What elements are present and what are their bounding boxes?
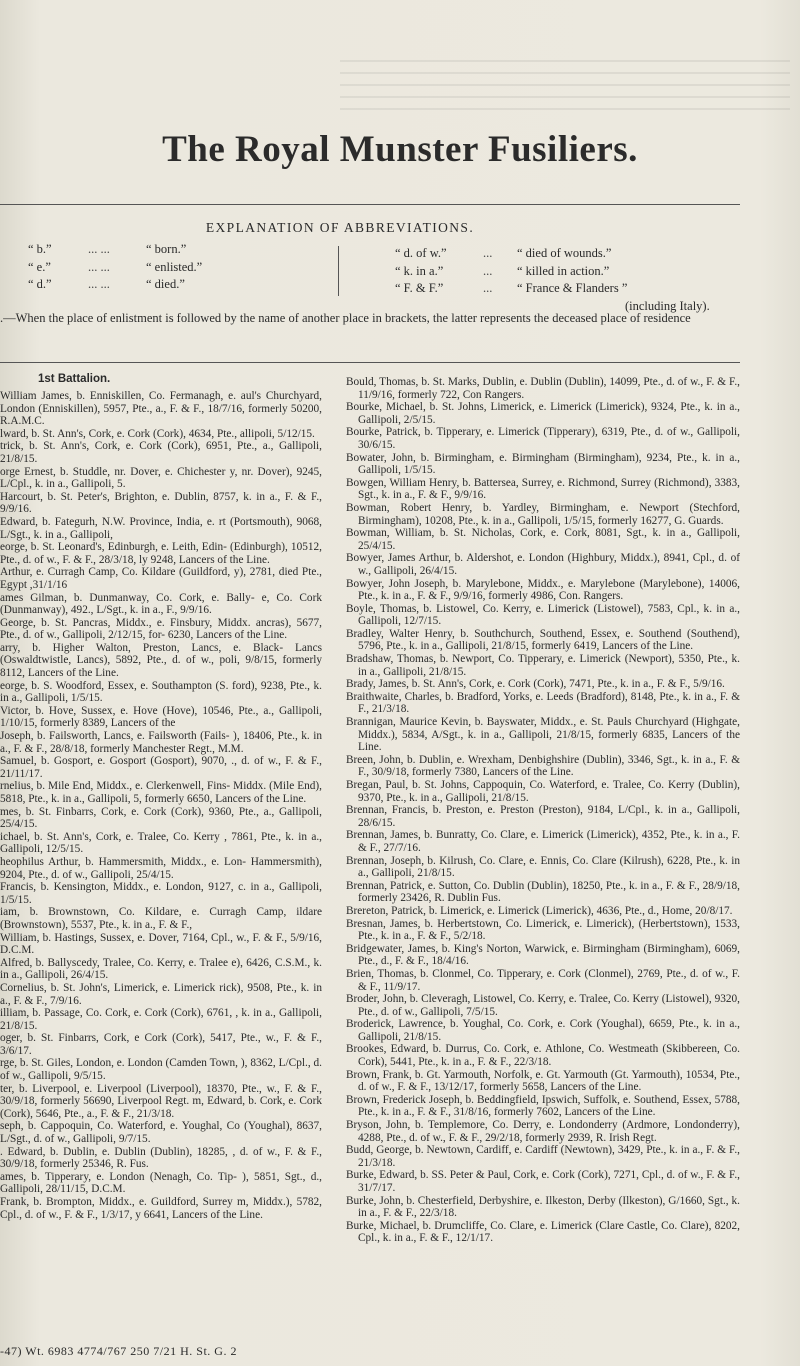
casualty-entry: ames, b. Tipperary, e. London (Nenagh, Co. Tip- ), 5851, Sgt., d., Gallipoli, 28/11/15, D.C.M. <box>0 1170 322 1196</box>
casualty-entry: George, b. St. Pancras, Middx., e. Finsbury, Middx. ancras), 5677, Pte., d. of w., Gallipoli, 2/12/15, for- 6230, Lancers of the Line. <box>0 616 322 642</box>
casualty-entry: ter, b. Liverpool, e. Liverpool (Liverpool), 18370, Pte., w., F. & F., 30/9/18, formerly 56690, Liverpool Regt. m, Edward, b. Cork, e. Cork (Cork), 5646, Pte., a., F. & F., 21/3/18. <box>0 1082 322 1120</box>
casualty-entry: Brien, Thomas, b. Clonmel, Co. Tipperary, e. Cork (Clonmel), 2769, Pte., d. of w., F. & F., 11/9/17. <box>346 967 740 993</box>
casualty-entry: Bregan, Paul, b. St. Johns, Cappoquin, Co. Waterford, e. Tralee, Co. Kerry (Dublin), 9370, Pte., k. in a., Gallipoli, 21/8/15. <box>346 779 740 804</box>
casualty-entry: Bowgen, William Henry, b. Battersea, Surrey, e. Richmond, Surrey (Richmond), 3383, Sgt., k. in a., F. & F., 9/9/16. <box>346 476 740 502</box>
casualty-entry: Brereton, Patrick, b. Limerick, e. Limerick (Limerick), 4636, Pte., d., Home, 20/8/17. <box>346 904 733 917</box>
rule-top <box>0 204 740 205</box>
casualty-entry: Bowman, William, b. St. Nicholas, Cork, e. Cork, 8081, Sgt., k. in a., Gallipoli, 25/4/15. <box>346 527 740 552</box>
casualty-entry: Brown, Frederick Joseph, b. Beddingfield, Ipswich, Suffolk, e. Southend, Essex, 5788, Pte., k. in a., F. & F., 31/8/16, formerly 7602, Lancers of the Line. <box>346 1093 740 1119</box>
casualty-entry: Braithwaite, Charles, b. Bradford, Yorks, e. Leeds (Bradford), 8148, Pte., k. in a., F. & F., 21/3/18. <box>346 690 740 716</box>
abbr-dots: ... <box>483 246 493 260</box>
casualty-entry: Bridgewater, James, b. King's Norton, Warwick, e. Birmingham (Birmingham), 6069, Pte., d., F. & F., 18/4/16. <box>346 942 740 968</box>
casualty-entry: Arthur, e. Curragh Camp, Co. Kildare (Guildford, y), 2781, died Pte., Egypt ,31/1/16 <box>0 566 322 591</box>
casualty-entry: Brennan, Francis, b. Preston, e. Preston (Preston), 9184, L/Cpl., k. in a., Gallipoli, 28/6/15. <box>346 804 740 829</box>
abbreviation-row <box>395 280 755 298</box>
abbreviation-row <box>395 245 755 263</box>
casualty-entry: ichael, b. St. Ann's, Cork, e. Tralee, Co. Kerry , 7861, Pte., k. in a., Gallipoli, 12/5/15. <box>0 830 322 856</box>
abbreviation-row <box>28 241 328 259</box>
casualty-entry: Bowater, John, b. Birmingham, e. Birmingham (Birmingham), 9234, Pte., k. in a., Gallipoli, 1/5/15. <box>346 451 740 477</box>
casualty-entry: Cornelius, b. St. John's, Limerick, e. Limerick rick), 9508, Pte., k. in a., F. & F., 7/9/16. <box>0 981 322 1007</box>
casualty-entry: oger, b. St. Finbarrs, Cork, e Cork (Cork), 5417, Pte., w., F. & F., 3/6/17. <box>0 1032 322 1057</box>
casualty-entry: Bould, Thomas, b. St. Marks, Dublin, e. Dublin (Dublin), 14099, Pte., d. of w., F. & F., 11/9/16, formerly 722, Con Rangers. <box>346 376 740 401</box>
casualty-entry: rge, b. St. Giles, London, e. London (Camden Town, ), 8362, L/Cpl., d. of w., Gallipoli, 9/5/15. <box>0 1057 322 1083</box>
casualty-entry: Samuel, b. Gosport, e. Gosport (Gosport), 9070, ., d. of w., F. & F., 21/11/17. <box>0 755 322 780</box>
casualty-entry: seph, b. Cappoquin, Co. Waterford, e. Youghal, Co (Youghal), 8637, L/Sgt., d. of w., Gallipoli, 9/7/15. <box>0 1120 322 1146</box>
abbr-meaning: “ France & Flanders ” <box>517 281 628 295</box>
casualty-entry: Brennan, Joseph, b. Kilrush, Co. Clare, e. Ennis, Co. Clare (Kilrush), 6228, Pte., k. in a., Gallipoli, 21/8/15. <box>346 854 740 880</box>
casualty-entry: iam, b. Brownstown, Co. Kildare, e. Curragh Camp, ildare (Brownstown), 5537, Pte., k. in a., F. & F., <box>0 906 322 931</box>
abbr-key: “ F. & F.” <box>395 281 444 295</box>
casualty-entry: Brookes, Edward, b. Durrus, Co. Cork, e. Athlone, Co. Westmeath (Skibbereen, Co. Cork), 5441, Pte., k. in a., F. & F., 22/3/18. <box>346 1043 740 1069</box>
abbr-dots: ... <box>483 263 493 278</box>
casualty-entry: Burke, John, b. Chesterfield, Derbyshire, e. Ilkeston, Derby (Ilkeston), G/1660, Sgt., k. in a., F. & F., 22/3/18. <box>346 1194 740 1220</box>
page-title: The Royal Munster Fusiliers. <box>162 129 638 170</box>
casualty-entry: Bradshaw, Thomas, b. Newport, Co. Tipperary, e. Limerick (Newport), 5350, Pte., k. in a., Gallipoli, 21/8/15. <box>346 653 740 678</box>
abbreviation-row <box>395 263 755 281</box>
abbr-key: “ k. in a.” <box>395 263 444 278</box>
casualty-entry: Bowman, Robert Henry, b. Yardley, Birmingham, e. Newport (Stechford, Birmingham), 10208, Pte., k. in a., Gallipoli, 1/5/15, formerly 16277, G. Guards. <box>346 501 740 527</box>
abbreviation-row <box>28 276 328 294</box>
abbr-dots: ... ... <box>88 277 110 291</box>
abbr-meaning: “ died of wounds.” <box>517 246 612 260</box>
abbr-meaning: “ died.” <box>146 277 185 291</box>
casualty-entry: illiam, b. Passage, Co. Cork, e. Cork (Cork), 6761, , k. in a., Gallipoli, 21/8/15. <box>0 1007 322 1032</box>
casualty-entry: Victor, b. Hove, Sussex, e. Hove (Hove), 10546, Pte., a., Gallipoli, 1/10/15, formerly 8389, Lancers of the <box>0 704 322 730</box>
abbreviations-heading: EXPLANATION OF ABBREVIATIONS. <box>205 220 475 235</box>
casualty-entry: Bourke, Patrick, b. Tipperary, e. Limerick (Tipperary), 6319, Pte., d. of w., Gallipoli, 30/6/15. <box>346 426 740 451</box>
battalion-heading: 1st Battalion. <box>38 373 111 385</box>
casualty-entry: mes, b. St. Finbarrs, Cork, e. Cork (Cork), 9360, Pte., a., Gallipoli, 25/4/15. <box>0 805 322 831</box>
right-column <box>346 376 740 1366</box>
casualty-entry: Bradley, Walter Henry, b. Southchurch, Southend, Essex, e. Southend (Southend), 5796, Pte., k. in a., Gallipoli, 21/8/15, formerly 6419, Lancers of the Line. <box>346 627 740 653</box>
casualty-entry: lward, b. St. Ann's, Cork, e. Cork (Cork), 4634, Pte., allipoli, 5/12/15. <box>0 427 315 440</box>
casualty-entry: Boyle, Thomas, b. Listowel, Co. Kerry, e. Limerick (Listowel), 7583, Cpl., k. in a., Gallipoli, 12/7/15. <box>346 602 740 628</box>
casualty-entry: William James, b. Enniskillen, Co. Fermanagh, e. aul's Churchyard, London (Enniskillen), 5957, Pte., a., F. & F., 18/7/16, formerly 50200, R.A.M.C. <box>0 390 322 428</box>
bleed-through-text <box>340 60 790 120</box>
abbreviations-left <box>28 241 328 294</box>
left-column <box>0 390 322 1305</box>
abbr-meaning: “ killed in action.” <box>517 263 610 278</box>
casualty-entry: orge Ernest, b. Studdle, nr. Dover, e. Chichester y, nr. Dover), 9245, L/Cpl., k. in a., Gallipoli, 5. <box>0 465 322 491</box>
abbr-dots: ... ... <box>88 242 110 256</box>
abbr-key: “ d.” <box>28 277 52 291</box>
casualty-entry: Bresnan, James, b. Herbertstown, Co. Limerick, e. Limerick), (Herbertstown), 1533, Pte., k. in a., F. & F., 5/2/18. <box>346 917 740 943</box>
abbreviation-row <box>28 259 328 277</box>
casualty-entry: Brown, Frank, b. Gt. Yarmouth, Norfolk, e. Gt. Yarmouth (Gt. Yarmouth), 10534, Pte., d. of w., F. & F., 13/12/17, formerly 5658, Lancers of the Line. <box>346 1068 740 1094</box>
casualty-entry: Bowyer, James Arthur, b. Aldershot, e. London (Highbury, Middx.), 8941, Cpl., d. of w., Gallipoli, 26/4/15. <box>346 552 740 577</box>
casualty-entry: eorge, b. S. Woodford, Essex, e. Southampton (S. ford), 9238, Pte., k. in a., Gallipoli, 1/5/15. <box>0 679 322 705</box>
rule-middle <box>0 362 740 363</box>
print-footer: -47) Wt. 6983 4774/767 250 7/21 H. St. G. 2 <box>0 1344 237 1358</box>
abbr-key: “ b.” <box>28 242 52 256</box>
casualty-entry: Francis, b. Kensington, Middx., e. London, 9127, c. in a., Gallipoli, 1/5/15. <box>0 881 322 906</box>
casualty-entry: Breen, John, b. Dublin, e. Wrexham, Denbighshire (Dublin), 3346, Sgt., k. in a., F. & F., 30/9/18, formerly 7380, Lancers of the Line. <box>346 753 740 779</box>
abbreviations-divider <box>338 246 339 296</box>
casualty-entry: Brannigan, Maurice Kevin, b. Bayswater, Middx., e. St. Pauls Churchyard (Highgate, Middx.), 5834, A/Sgt., k. in a., Gallipoli, 21/8/15, formerly 6835, Lancers of the Line. <box>346 716 740 754</box>
casualty-entry: Bowyer, John Joseph, b. Marylebone, Middx., e. Marylebone (Marylebone), 14006, Pte., k. in a., F. & F., 9/9/16, formerly 4986, Con. Rangers. <box>346 577 740 603</box>
casualty-entry: Burke, Edward, b. SS. Peter & Paul, Cork, e. Cork (Cork), 7271, Cpl., d. of w., F. & F., 31/7/17. <box>346 1169 740 1194</box>
casualty-entry: Bourke, Michael, b. St. Johns, Limerick, e. Limerick (Limerick), 9324, Pte., k. in a., Gallipoli, 2/5/15. <box>346 401 740 426</box>
casualty-entry: Broderick, Lawrence, b. Youghal, Co. Cork, e. Cork (Youghal), 6659, Pte., k. in a., Gallipoli, 21/8/15. <box>346 1018 740 1043</box>
casualty-entry: Harcourt, b. St. Peter's, Brighton, e. Dublin, 8757, k. in a., F. & F., 9/9/16. <box>0 490 322 516</box>
casualty-entry: Brady, James, b. St. Ann's, Cork, e. Cork (Cork), 7471, Pte., k. in a., F. & F., 5/9/16. <box>346 678 725 691</box>
abbreviations-right <box>395 245 755 315</box>
abbr-key: “ e.” <box>28 259 51 274</box>
casualty-entry: Bryson, John, b. Templemore, Co. Derry, e. Londonderry (Ardmore, Londonderry), 4288, Pte., d. of w., F. & F., 29/2/18, formerly 2939, R. Irish Regt. <box>346 1119 740 1144</box>
abbr-key: “ d. of w.” <box>395 246 447 260</box>
residence-note: .—When the place of enlistment is followed by the name of another place in brackets, the latter represents the deceased place of residence <box>0 311 691 325</box>
abbr-dots: ... <box>483 281 493 295</box>
casualty-entry: Brennan, Patrick, e. Sutton, Co. Dublin (Dublin), 18250, Pte., k. in a., F. & F., 28/9/18, formerly 23426, R. Dublin Fus. <box>346 879 740 905</box>
casualty-entry: Brennan, James, b. Bunratty, Co. Clare, e. Limerick (Limerick), 4352, Pte., k. in a., F. & F., 27/7/16. <box>346 829 740 854</box>
casualty-entry: heophilus Arthur, b. Hammersmith, Middx., e. Lon- Hammersmith), 9204, Pte., d. of w., Gallipoli, 25/4/15. <box>0 855 322 881</box>
abbr-meaning: “ born.” <box>146 242 187 256</box>
abbr-dots: ... ... <box>88 259 110 274</box>
casualty-entry: eorge, b. St. Leonard's, Edinburgh, e. Leith, Edin- (Edinburgh), 10512, Pte., d. of w., F. & F., 28/3/18, ly 9248, Lancers of the Line. <box>0 541 322 566</box>
casualty-entry: trick, b. St. Ann's, Cork, e. Cork (Cork), 6951, Pte., a., Gallipoli, 21/8/15. <box>0 440 322 465</box>
abbr-meaning: “ enlisted.” <box>146 259 203 274</box>
casualty-entry: Broder, John, b. Cleveragh, Listowel, Co. Kerry, e. Tralee, Co. Kerry (Listowel), 9320, Pte., d. of w., Gallipoli, 7/5/15. <box>346 993 740 1018</box>
casualty-entry: arry, b. Higher Walton, Preston, Lancs, e. Black- Lancs (Oswaldtwistle, Lancs), 5892, Pte., d. of w., poli, 9/8/15, formerly 8112, Lancers of the Line. <box>0 641 322 680</box>
casualty-entry: . Edward, b. Dublin, e. Dublin (Dublin), 18285, , d. of w., F. & F., 30/9/18, formerly 25346, R. Fus. <box>0 1145 322 1171</box>
casualty-entry: Frank, b. Brompton, Middx., e. Guildford, Surrey m, Middx.), 5782, Cpl., d. of w., F. & F., 1/3/17, y 6641, Lancers of the Line. <box>0 1196 322 1221</box>
casualty-entry: Joseph, b. Failsworth, Lancs, e. Failsworth (Fails- ), 18406, Pte., k. in a., F. & F., 28/8/18, formerly Manchester Regt., M.M. <box>0 730 322 755</box>
casualty-entry: William, b. Hastings, Sussex, e. Dover, 7164, Cpl., w., F. & F., 5/9/16, D.C.M. <box>0 931 322 957</box>
casualty-entry: Alfred, b. Ballyscedy, Tralee, Co. Kerry, e. Tralee e), 6426, C.S.M., k. in a., Gallipoli, 26/4/15. <box>0 956 322 982</box>
casualty-entry: Budd, George, b. Newtown, Cardiff, e. Cardiff (Newtown), 3429, Pte., k. in a., F. & F., 21/3/18. <box>346 1144 740 1169</box>
casualty-entry: ames Gilman, b. Dunmanway, Co. Cork, e. Bally- e, Co. Cork (Dunmanway), 492., L/Sgt., k. in a., F., 9/9/16. <box>0 591 322 617</box>
casualty-entry: rnelius, b. Mile End, Middx., e. Clerkenwell, Fins- Middx. (Mile End), 5818, Pte., k. in a., Gallipoli, 5, formerly 6650, Lancers of the Line. <box>0 780 322 805</box>
abbr-meaning: (including Italy). <box>625 298 710 313</box>
casualty-entry: Burke, Michael, b. Drumcliffe, Co. Clare, e. Limerick (Clare Castle, Co. Clare), 8202, Cpl., k. in a., F. & F., 12/1/17. <box>346 1219 740 1245</box>
casualty-entry: Edward, b. Fategurh, N.W. Province, India, e. rt (Portsmouth), 9068, L/Sgt., k. in a., Gallipoli, <box>0 515 322 541</box>
